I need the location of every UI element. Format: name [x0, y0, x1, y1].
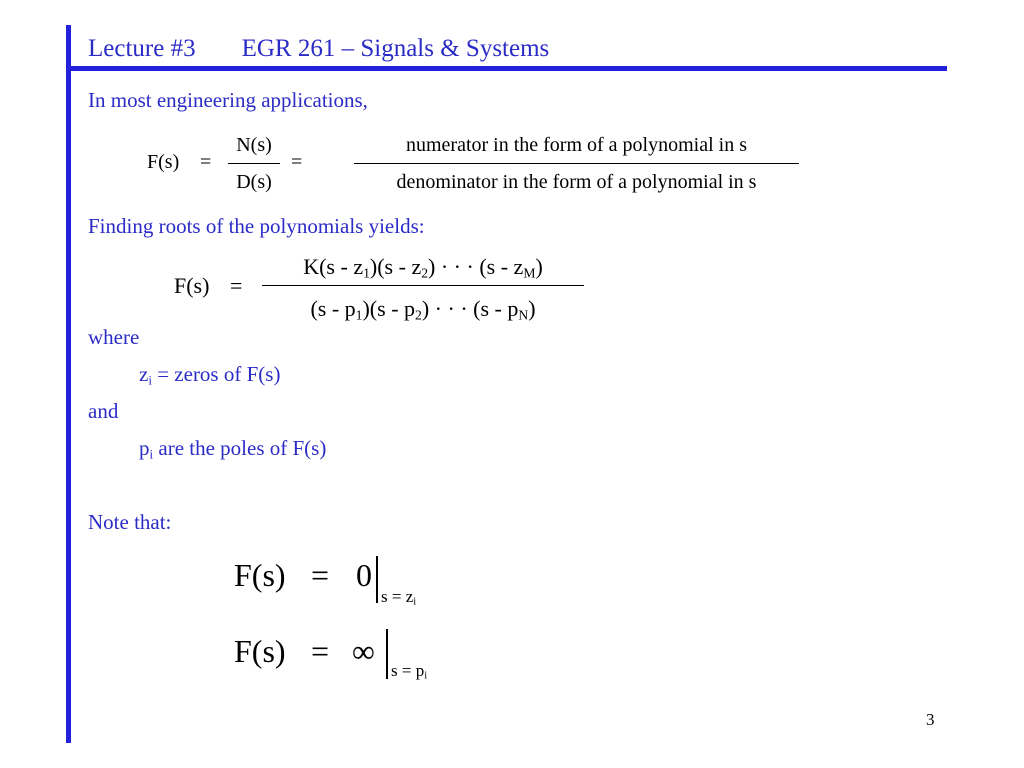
eq1-numerator-words: numerator in the form of a polynomial in s	[405, 134, 748, 156]
slide-header	[88, 34, 549, 64]
eq3-evaluation-point: $s = z_i$	[381, 587, 417, 608]
eq1-lhs: F(s)	[147, 151, 180, 173]
eq2-equals: =	[230, 273, 243, 298]
zeros-definition: $z_i$ = zeros of F(s)	[139, 362, 281, 388]
and-label: and	[88, 399, 119, 423]
poles-definition: $p_i$ are the poles of F(s)	[139, 436, 327, 462]
eq4-infinity: ∞	[352, 633, 375, 669]
eq2-numerator: $K(s - z_1)(s - z_2)$ · · · $(s - z_M)$	[303, 254, 543, 281]
eq1-equals-2: =	[291, 151, 303, 173]
eq1-words-fraction-bar	[354, 163, 799, 164]
eq1-denominator: D(s)	[236, 171, 272, 193]
page-number: 3	[926, 710, 935, 729]
eq2-fraction-bar	[262, 285, 584, 286]
eq3-zero: 0	[356, 557, 372, 593]
eq3-lhs: F(s)	[234, 557, 286, 593]
eq1-numerator: N(s)	[236, 134, 272, 156]
roots-intro-text: Finding roots of the polynomials yields:	[88, 214, 425, 238]
eq1-denominator-words: denominator in the form of a polynomial in s	[396, 171, 757, 193]
eq1-fraction-bar	[228, 163, 280, 164]
eq4-evaluation-point: $s = p_i$	[391, 661, 428, 682]
eq4-lhs: F(s)	[234, 633, 286, 669]
eq2-denominator: $(s - p_1)(s - p_2)$ · · · $(s - p_N)$	[310, 296, 536, 323]
intro-text: In most engineering applications,	[88, 88, 368, 112]
eq2-lhs: F(s)	[174, 273, 210, 298]
where-label: where	[88, 325, 140, 349]
course-title: EGR 261 – Signals & Systems	[241, 35, 550, 62]
eq1-equals: =	[200, 151, 212, 173]
note-label: Note that:	[88, 510, 172, 534]
header-divider	[66, 66, 947, 71]
eq4-evaluation-bar	[386, 629, 388, 679]
lecture-number: Lecture #3	[88, 35, 196, 62]
eq3-evaluation-bar	[376, 556, 378, 603]
eq3-equals: =	[311, 557, 330, 593]
eq4-equals: =	[311, 633, 330, 669]
left-accent-bar	[66, 25, 71, 743]
